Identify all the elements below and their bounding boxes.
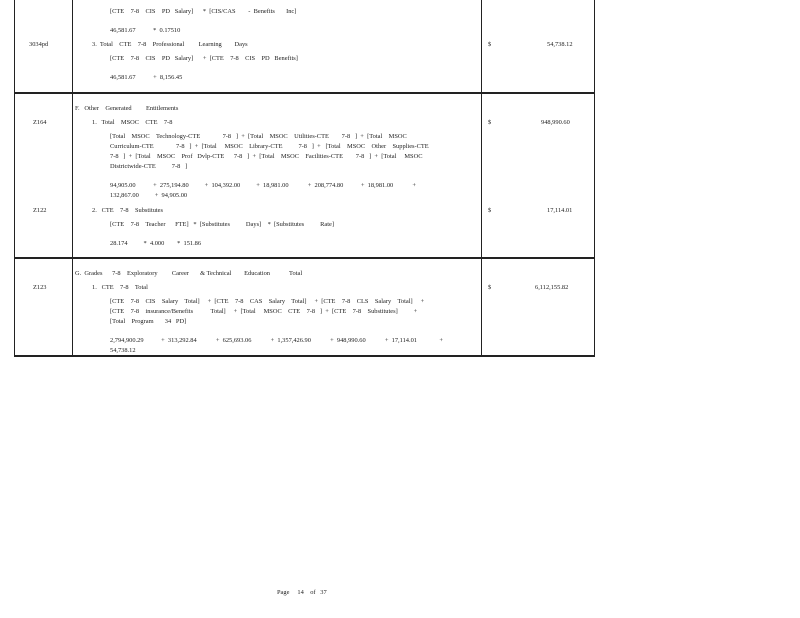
row1-values: 46,581.67 + 8,156.45 xyxy=(110,74,183,81)
table-border-right xyxy=(594,0,595,356)
z123-values-2: 54,738.12 xyxy=(110,347,136,354)
row-divider-1 xyxy=(14,92,595,94)
z164-formula-1: [Total MSOC Technology-CTE 7-8 ] + [Total MSOC Utilities-CTE 7-8 ] + [Total MSOC xyxy=(110,133,407,140)
z164-formula-3: 7-8 ] + [Total MSOC Prof Dvlp-CTE 7-8 ] + [Total MSOC Facilities-CTE 7-8 ] + [Total MSOC xyxy=(110,153,423,160)
z122-formula: [CTE 7-8 Teacher FTE] * [Substitutes Days] * [Substitutes Rate] xyxy=(110,221,334,228)
z123-formula-3: [Total Program 34 PD] xyxy=(110,318,187,325)
z122-values: 28.174 * 4.000 * 151.86 xyxy=(110,240,202,247)
z123-code: Z123 xyxy=(33,284,47,291)
z123-dollar: $ xyxy=(488,284,492,291)
row1-dollar: $ xyxy=(488,41,492,48)
page-number: Page 14 of 37 xyxy=(277,589,327,596)
z122-title: 2. CTE 7-8 Substitutes xyxy=(92,207,164,214)
table-col-divider-2 xyxy=(481,0,482,356)
table-border-bottom xyxy=(14,355,595,357)
z122-amount: 17,114.01 xyxy=(547,207,573,214)
z123-amount: 6,112,155.82 xyxy=(535,284,569,291)
table-col-divider-1 xyxy=(72,0,73,356)
row1-code: 3034pd xyxy=(29,41,49,48)
z164-formula-4: Districtwide-CTE 7-8 ] xyxy=(110,163,188,170)
row1-title: 3. Total CTE 7-8 Professional Learning Days xyxy=(92,41,248,48)
z123-values-1: 2,794,900.29 + 313,292.84 + 625,693.06 + 1,357,426.90 + 948,990.60 + 17,114.01 + xyxy=(110,337,443,344)
section-f-title: F. Other Generated Entitlements xyxy=(75,105,179,112)
z123-formula-1: [CTE 7-8 CIS Salary Total] + [CTE 7-8 CAS Salary Total] + [CTE 7-8 CLS Salary Total] + xyxy=(110,298,425,305)
z164-title: 1. Total MSOC CTE 7-8 xyxy=(92,119,173,126)
row-divider-2 xyxy=(14,257,595,259)
row0-line-1: [CTE 7-8 CIS PD Salary] * [CIS/CAS - Benefits Inc] xyxy=(110,8,297,15)
z122-dollar: $ xyxy=(488,207,492,214)
row1-formula: [CTE 7-8 CIS PD Salary] + [CTE 7-8 CIS PD Benefits] xyxy=(110,55,298,62)
section-g-title: G. Grades 7-8 Exploratory Career & Technical Education Total xyxy=(75,270,303,277)
z164-values-2: 132,867.00 + 94,905.00 xyxy=(110,192,188,199)
z123-formula-2: [CTE 7-8 insurance/Benefits Total] + [Total MSOC CTE 7-8 ] + [CTE 7-8 Substitutes] + xyxy=(110,308,418,315)
table-border-left xyxy=(14,0,15,356)
z123-title: 1. CTE 7-8 Total xyxy=(92,284,148,291)
z164-code: Z164 xyxy=(33,119,47,126)
row1-amount: 54,738.12 xyxy=(547,41,573,48)
z164-amount: 948,990.60 xyxy=(541,119,570,126)
z164-formula-2: Curriculum-CTE 7-8 ] + [Total MSOC Library-CTE 7-8 ] + [Total MSOC Other Supplies-CTE xyxy=(110,143,429,150)
z122-code: Z122 xyxy=(33,207,47,214)
z164-values-1: 94,905.00 + 275,194.80 + 104,392.00 + 18,981.00 + 208,774.80 + 18,981.00 + xyxy=(110,182,417,189)
z164-dollar: $ xyxy=(488,119,492,126)
row0-line-2: 46,581.67 * 0.17510 xyxy=(110,27,181,34)
